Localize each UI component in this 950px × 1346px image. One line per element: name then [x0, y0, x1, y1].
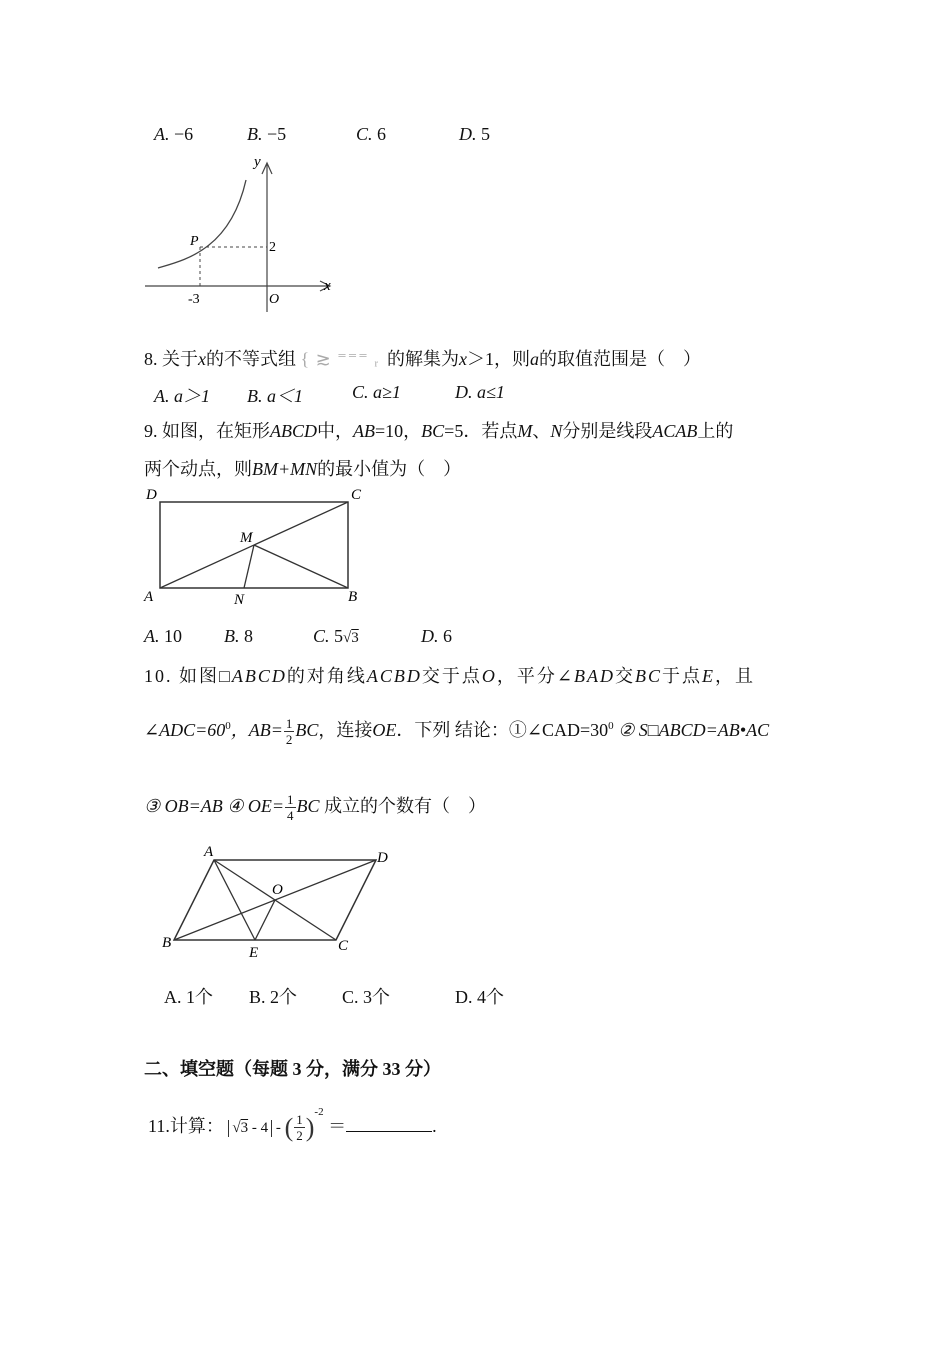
- q10-label-b: B: [162, 935, 172, 951]
- q8-option-a: A. a＞1: [154, 386, 210, 406]
- q10-quarter-fraction: $\frac{1}{4}$: [287, 792, 294, 824]
- q10-option-c: C. 3个: [342, 987, 391, 1007]
- q10-stem-line2: $\angle ADC=60^0$，AB= $\frac{1}{2}$ BC，连接OE．下列 结论：$①\angle CAD=30^0$ ② S□ABCD=AB•AC: [144, 716, 770, 748]
- q9-stem-line2: 两个动点，则BM+MN的最小值为（ ）: [144, 459, 462, 479]
- q7-option-d: D. 5: [459, 124, 490, 144]
- q10-option-a: A. 1个: [164, 987, 213, 1007]
- q10-label-o: O: [272, 882, 283, 898]
- q9-option-d: D. 6: [421, 626, 452, 646]
- q7-option-a: A. −6: [154, 124, 194, 144]
- q7-graph: [140, 150, 340, 320]
- q7-tick-y: 2: [269, 240, 276, 255]
- q8-stem: 8. 关于x的不等式组 { ≳ ⁼⁼⁼ ᵣ 的解集为x＞1，则a的取值范围是（ ）: [144, 349, 701, 369]
- q7-point-p: P: [190, 234, 199, 249]
- q11-fraction: $\frac{1}{2}$: [296, 1112, 303, 1144]
- q9-label-c: C: [351, 487, 362, 503]
- q7-option-b: B. −5: [247, 124, 287, 144]
- q9-stem-line1: 9. 如图，在矩形ABCD中，AB=10，BC=5．若点M、N分别是线段ACAB上的: [144, 421, 734, 441]
- q9-label-a: A: [144, 589, 154, 605]
- q7-option-c: C. 6: [356, 124, 387, 144]
- q11-absolute-value: √3 - 4: [228, 1120, 272, 1137]
- q9-option-c: C. 5√3: [313, 626, 359, 646]
- q7-origin: O: [269, 292, 280, 307]
- q9-option-b: B. 8: [224, 626, 253, 646]
- q8-option-b: B. a＜1: [247, 386, 303, 406]
- q9-label-n: N: [234, 592, 245, 608]
- q9-label-b: B: [348, 589, 358, 605]
- q7-x-label: x: [324, 278, 331, 294]
- q10-label-d: D: [377, 850, 388, 866]
- q10-half-fraction: $\frac{1}{2}$: [285, 716, 293, 748]
- q10-option-b: B. 2个: [249, 987, 298, 1007]
- q8-option-d: D. a≤1: [455, 382, 505, 402]
- q8-inequality-system-image: { ≳ ⁼⁼⁼ ᵣ: [300, 349, 380, 369]
- q11-stem: 11.计算： √3 - 4 - ( $\frac{1}{2}$ )$^{-2}$ ＝ .: [148, 1106, 437, 1144]
- q9-option-a: A. 10: [144, 626, 182, 646]
- q7-tick-x: -3: [188, 292, 200, 307]
- q11-answer-blank[interactable]: [346, 1113, 432, 1132]
- q10-stem-line1: 10. 如图□ABCD的对角线ACBD交于点O，平分∠BAD交BC于点E，且: [144, 666, 755, 686]
- q9-label-d: D: [146, 487, 157, 503]
- section-title: 二、填空题（每题 3 分，满分 33 分）: [144, 1059, 441, 1079]
- q10-stem-line3: ③ OB=AB ④ OE= $\frac{1}{4}$ BC 成立的个数有（ ）: [144, 792, 487, 824]
- q10-label-e: E: [249, 945, 259, 961]
- q7-y-label: y: [254, 154, 261, 170]
- q10-label-a: A: [204, 844, 214, 860]
- q8-option-c: C. a≥1: [352, 382, 401, 402]
- q9-label-m: M: [240, 530, 253, 546]
- q10-label-c: C: [338, 938, 349, 954]
- q9-figure: [140, 484, 380, 612]
- q10-option-d: D. 4个: [455, 987, 504, 1007]
- q10-figure: [158, 840, 408, 965]
